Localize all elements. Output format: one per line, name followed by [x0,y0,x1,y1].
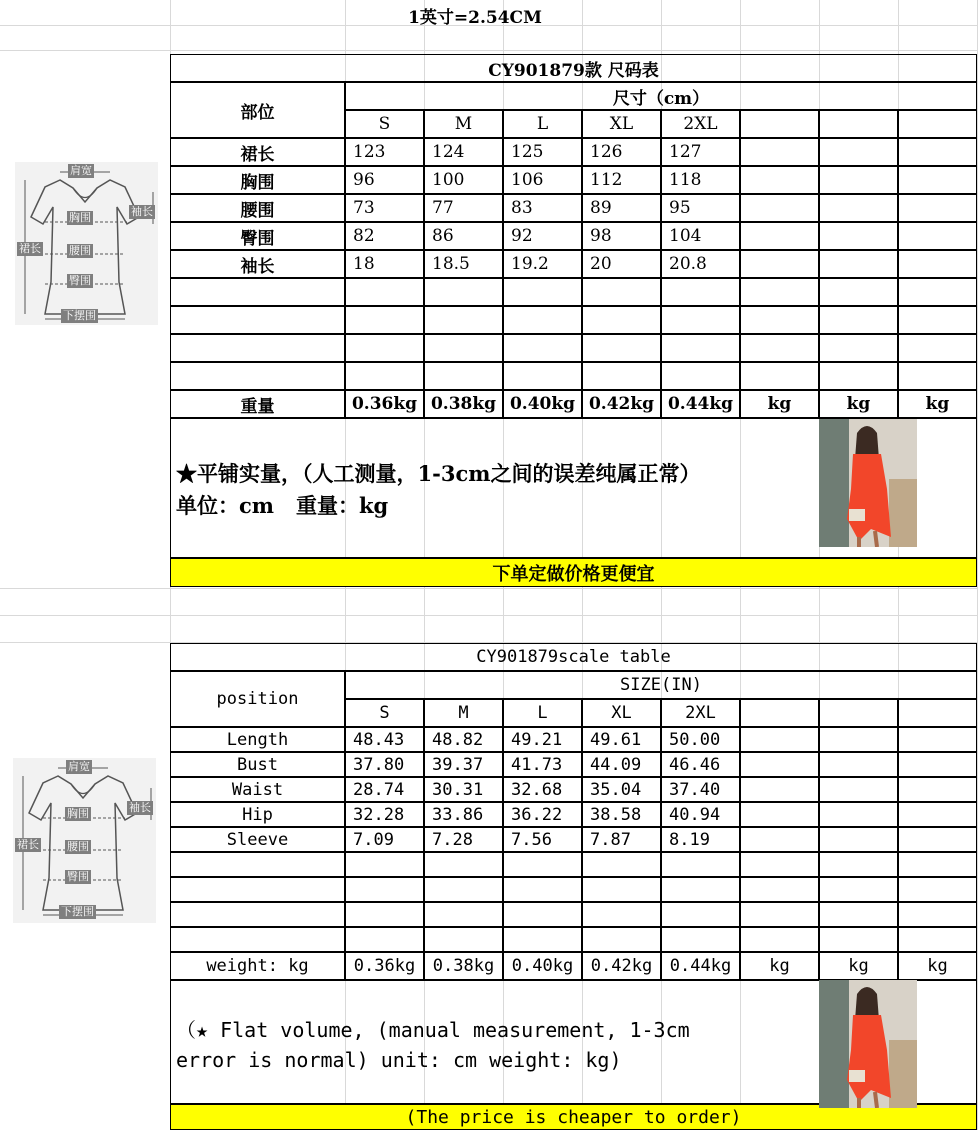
table-cell: 86 [424,222,503,250]
empty-cell [898,902,977,927]
table-cell: 32.68 [503,777,582,802]
empty-cell [424,278,503,306]
table-cell [898,166,977,194]
table-cell [740,802,819,827]
table-cell [740,827,819,852]
sketch-label-hip: 臀围 [69,274,91,287]
table-cell: 20 [582,250,661,278]
table-cell: 46.46 [661,752,740,777]
empty-cell [503,927,582,952]
table-cell [819,222,898,250]
empty-cell [898,877,977,902]
weight-cell: 0.44kg [661,390,740,418]
empty-cell [661,362,740,390]
unit-note: error is normal) unit: cm weight: kg) [176,1048,622,1072]
row-label: 袖长 [170,250,345,278]
empty-cell [424,306,503,334]
table-cell: 125 [503,138,582,166]
row-label: Waist [170,777,345,802]
table-title: CY901879scale table [170,643,977,671]
empty-cell [661,927,740,952]
sketch-label-sleeve: 袖长 [131,205,153,218]
empty-cell [170,278,345,306]
size-label [898,110,977,138]
empty-cell [819,362,898,390]
weight-cell: 0.40kg [503,952,582,980]
empty-cell [819,877,898,902]
size-label [740,110,819,138]
empty-cell [582,852,661,877]
garment-sketch-cm [15,162,158,325]
weight-cell: kg [898,952,977,980]
table-cell: 37.40 [661,777,740,802]
empty-cell [345,278,424,306]
weight-cell: kg [819,952,898,980]
empty-cell [503,306,582,334]
empty-cell [424,852,503,877]
unit-note: 单位：cm 重量：kg [176,493,389,518]
table-cell: 100 [424,166,503,194]
size-label: S [345,110,424,138]
empty-cell [819,927,898,952]
table-cell: 118 [661,166,740,194]
table-cell [819,752,898,777]
table-cell: 20.8 [661,250,740,278]
sketch-label-hem: 下摆围 [63,309,96,322]
table-cell: 89 [582,194,661,222]
empty-cell [661,278,740,306]
table-cell: 77 [424,194,503,222]
table-cell: 37.80 [345,752,424,777]
weight-cell: kg [740,390,819,418]
row-label: 裙长 [170,138,345,166]
table-cell: 35.04 [582,777,661,802]
empty-cell [424,877,503,902]
product-photo-inch [819,980,917,1108]
table-cell [740,138,819,166]
empty-cell [170,334,345,362]
table-cell [740,752,819,777]
table-cell [819,802,898,827]
sketch-label-length: 裙长 [19,242,41,255]
sketch-label-length: 裙长 [17,838,39,851]
size-header: SIZE(IN) [345,671,977,699]
table-cell [819,827,898,852]
table-cell: 8.19 [661,827,740,852]
table-cell [740,166,819,194]
size-label: 2XL [661,110,740,138]
table-cell: 18.5 [424,250,503,278]
size-label [819,699,898,727]
table-cell: 104 [661,222,740,250]
table-cell: 7.56 [503,827,582,852]
table-cell: 30.31 [424,777,503,802]
measurement-note: （★ Flat volume, (manual measurement, 1-3cm [176,1018,690,1042]
size-label: L [503,110,582,138]
measurement-note: ★平铺实量，（人工测量，1-3cm之间的误差纯属正常） [176,461,701,486]
table-cell: 48.82 [424,727,503,752]
empty-cell [424,362,503,390]
table-cell: 82 [345,222,424,250]
table-cell: 73 [345,194,424,222]
table-cell: 28.74 [345,777,424,802]
empty-cell [345,902,424,927]
table-cell [819,727,898,752]
row-label: 腰围 [170,194,345,222]
table-cell [898,752,977,777]
empty-cell [819,852,898,877]
empty-cell [503,852,582,877]
sketch-label-sleeve: 袖长 [129,801,151,814]
weight-cell: kg [819,390,898,418]
empty-cell [503,278,582,306]
empty-cell [661,852,740,877]
empty-cell [170,362,345,390]
table-cell [740,222,819,250]
empty-cell [503,902,582,927]
order-banner: (The price is cheaper to order) [170,1104,977,1130]
garment-sketch-inch [13,758,156,923]
empty-cell [898,927,977,952]
empty-cell [661,902,740,927]
empty-cell [503,334,582,362]
table-cell [819,777,898,802]
table-cell: 36.22 [503,802,582,827]
weight-cell: 0.36kg [345,952,424,980]
empty-cell [582,877,661,902]
weight-cell: 0.40kg [503,390,582,418]
product-photo-cm [819,419,917,547]
size-label: 2XL [661,699,740,727]
sketch-label-waist: 腰围 [67,840,89,853]
sketch-label-chest: 胸围 [69,211,91,224]
table-cell: 98 [582,222,661,250]
table-title: CY901879款 尺码表 [170,54,977,82]
size-label [898,699,977,727]
empty-cell [582,306,661,334]
table-cell [898,777,977,802]
sketch-label-shoulder: 肩宽 [68,760,90,773]
weight-cell: kg [740,952,819,980]
empty-cell [345,362,424,390]
empty-cell [170,852,345,877]
weight-cell: 0.42kg [582,952,661,980]
empty-cell [740,334,819,362]
table-cell: 40.94 [661,802,740,827]
row-label: 胸围 [170,166,345,194]
position-header: 部位 [170,82,345,138]
row-label: Hip [170,802,345,827]
weight-cell: 0.38kg [424,952,503,980]
table-cell: 106 [503,166,582,194]
size-label: XL [582,699,661,727]
table-cell: 112 [582,166,661,194]
empty-cell [898,334,977,362]
empty-cell [345,927,424,952]
table-cell [819,138,898,166]
empty-cell [661,334,740,362]
table-cell [819,194,898,222]
empty-cell [740,902,819,927]
size-label: L [503,699,582,727]
table-cell [740,194,819,222]
table-cell: 96 [345,166,424,194]
table-cell: 32.28 [345,802,424,827]
empty-cell [898,852,977,877]
table-cell: 7.09 [345,827,424,852]
empty-cell [740,927,819,952]
order-banner: 下单定做价格更便宜 [170,558,977,587]
row-label: Bust [170,752,345,777]
table-cell [819,250,898,278]
weight-label: 重量 [170,390,345,418]
empty-cell [740,877,819,902]
empty-cell [582,278,661,306]
empty-cell [898,306,977,334]
table-cell: 48.43 [345,727,424,752]
empty-cell [661,877,740,902]
size-label: M [424,699,503,727]
inch-conversion-note: 1英寸=2.54CM [408,7,542,28]
empty-cell [898,278,977,306]
table-cell [898,802,977,827]
size-label: XL [582,110,661,138]
table-cell: 127 [661,138,740,166]
sketch-label-waist: 腰围 [69,244,91,257]
size-label: S [345,699,424,727]
sketch-label-hip: 臀围 [67,870,89,883]
table-cell: 92 [503,222,582,250]
table-cell: 41.73 [503,752,582,777]
empty-cell [503,877,582,902]
empty-cell [424,334,503,362]
size-header: 尺寸（cm） [345,82,977,110]
row-label: Length [170,727,345,752]
empty-cell [345,877,424,902]
size-label [740,699,819,727]
table-cell [740,250,819,278]
table-cell: 126 [582,138,661,166]
empty-cell [424,902,503,927]
weight-label: weight: kg [170,952,345,980]
size-label: M [424,110,503,138]
weight-cell: 0.36kg [345,390,424,418]
empty-cell [345,852,424,877]
weight-cell: 0.38kg [424,390,503,418]
table-cell: 44.09 [582,752,661,777]
empty-cell [170,927,345,952]
sketch-label-hem: 下摆围 [61,905,94,918]
empty-cell [740,852,819,877]
empty-cell [345,306,424,334]
empty-cell [819,278,898,306]
table-cell [898,250,977,278]
table-cell [819,166,898,194]
empty-cell [740,362,819,390]
position-header: position [170,671,345,727]
empty-cell [170,877,345,902]
weight-cell: 0.44kg [661,952,740,980]
empty-cell [503,362,582,390]
empty-cell [170,902,345,927]
table-cell [898,222,977,250]
table-cell: 33.86 [424,802,503,827]
table-cell [740,727,819,752]
table-cell [898,727,977,752]
empty-cell [740,278,819,306]
table-cell [898,194,977,222]
table-cell: 39.37 [424,752,503,777]
empty-cell [345,334,424,362]
row-label: 臀围 [170,222,345,250]
table-cell: 19.2 [503,250,582,278]
table-cell: 49.21 [503,727,582,752]
size-label [819,110,898,138]
table-cell: 38.58 [582,802,661,827]
weight-cell: 0.42kg [582,390,661,418]
empty-cell [582,334,661,362]
table-cell: 7.28 [424,827,503,852]
empty-cell [740,306,819,334]
table-cell: 124 [424,138,503,166]
table-cell: 83 [503,194,582,222]
table-cell: 123 [345,138,424,166]
table-cell: 49.61 [582,727,661,752]
sketch-label-shoulder: 肩宽 [70,164,92,177]
table-cell: 7.87 [582,827,661,852]
table-cell [740,777,819,802]
empty-cell [170,306,345,334]
empty-cell [582,927,661,952]
sketch-label-chest: 胸围 [67,807,89,820]
empty-cell [661,306,740,334]
empty-cell [898,362,977,390]
table-cell [898,827,977,852]
empty-cell [819,306,898,334]
table-cell: 95 [661,194,740,222]
table-cell: 18 [345,250,424,278]
empty-cell [819,334,898,362]
weight-cell: kg [898,390,977,418]
empty-cell [582,902,661,927]
empty-cell [582,362,661,390]
row-label: Sleeve [170,827,345,852]
empty-cell [819,902,898,927]
empty-cell [424,927,503,952]
table-cell: 50.00 [661,727,740,752]
table-cell [898,138,977,166]
